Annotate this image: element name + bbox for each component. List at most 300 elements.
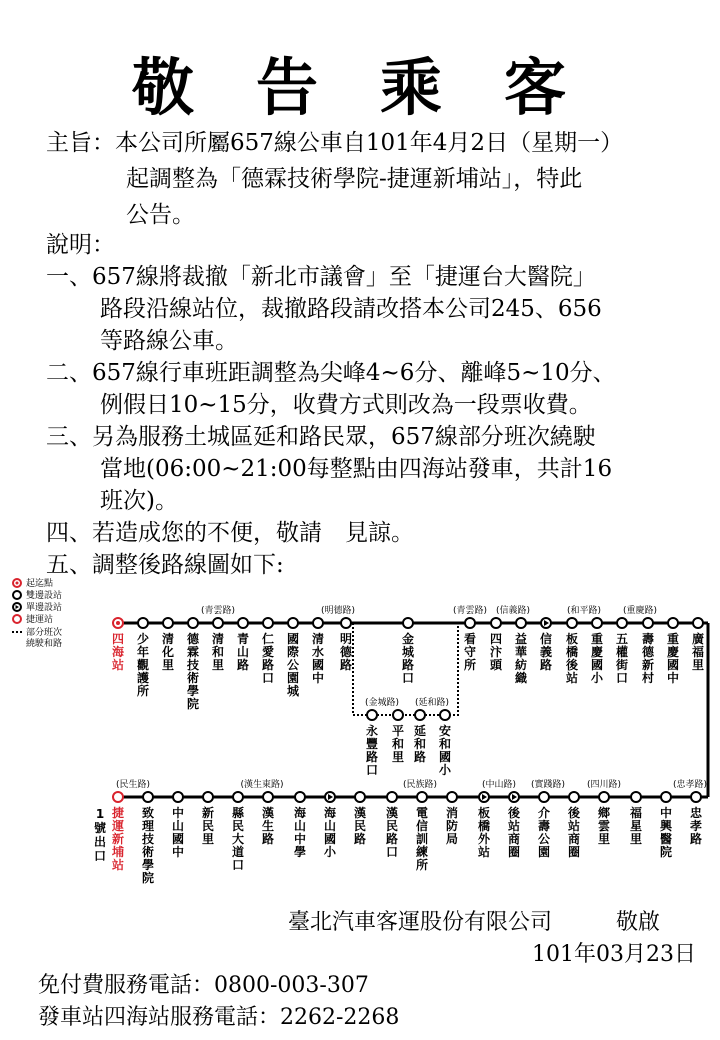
svg-text:豐: 豐 bbox=[365, 737, 379, 751]
stop-icon bbox=[163, 618, 173, 628]
road-label: (民族路) bbox=[402, 780, 438, 790]
road-label: (漢生東路) bbox=[240, 780, 284, 790]
bus-stop bbox=[287, 618, 300, 698]
notice-line: 路段沿線站位，裁撤路段請改搭本公司245、656 bbox=[100, 296, 602, 322]
svg-text:路: 路 bbox=[413, 750, 427, 764]
svg-text:中: 中 bbox=[171, 806, 185, 820]
svg-text:口: 口 bbox=[385, 845, 399, 859]
svg-text:權: 權 bbox=[615, 645, 629, 659]
road-label: (四川路) bbox=[586, 780, 622, 790]
stop-icon bbox=[263, 792, 273, 802]
bus-stop bbox=[312, 618, 324, 685]
svg-text:忠: 忠 bbox=[689, 806, 703, 820]
svg-text:站: 站 bbox=[507, 819, 521, 833]
svg-text:所: 所 bbox=[415, 858, 429, 872]
svg-text:守: 守 bbox=[463, 645, 477, 659]
stop-icon bbox=[567, 618, 577, 628]
route-map bbox=[0, 575, 720, 895]
svg-text:路: 路 bbox=[339, 658, 353, 672]
detour-stops bbox=[366, 710, 452, 777]
svg-text:重: 重 bbox=[666, 632, 680, 646]
bus-stop bbox=[340, 618, 353, 672]
svg-text:局: 局 bbox=[445, 832, 459, 846]
stop-icon bbox=[355, 792, 365, 802]
bus-stop bbox=[386, 792, 398, 859]
stop-icon bbox=[661, 792, 671, 802]
road-label: (民生路) bbox=[115, 780, 151, 790]
top-stops bbox=[112, 618, 705, 711]
date: 101年03月23日 bbox=[532, 942, 696, 967]
svg-text:技: 技 bbox=[141, 832, 155, 846]
bus-stop bbox=[186, 618, 200, 711]
notice-line: 二、657線行車班距調整為尖峰4~6分、離峰5~10分、 bbox=[46, 360, 616, 386]
stop-icon bbox=[238, 618, 248, 628]
notice-line: 公告。 bbox=[126, 202, 195, 228]
stop-icon bbox=[465, 618, 475, 628]
road-label: (青雲路) bbox=[452, 606, 488, 616]
svg-text:口: 口 bbox=[261, 671, 275, 685]
svg-text:福: 福 bbox=[629, 806, 643, 820]
stop-icon bbox=[143, 792, 153, 802]
svg-text:少: 少 bbox=[136, 632, 150, 646]
bus-stop bbox=[565, 618, 579, 685]
svg-text:術: 術 bbox=[186, 671, 200, 685]
stop-icon bbox=[415, 710, 425, 720]
bus-stop bbox=[615, 618, 628, 685]
stop-icon bbox=[387, 792, 397, 802]
svg-text:所: 所 bbox=[463, 658, 477, 672]
svg-text:電: 電 bbox=[415, 806, 429, 820]
svg-text:德: 德 bbox=[641, 645, 655, 659]
svg-text:國: 國 bbox=[286, 632, 300, 646]
stop-icon bbox=[233, 792, 243, 802]
bus-stop bbox=[366, 710, 378, 777]
notice-line: 班次)。 bbox=[100, 488, 178, 514]
svg-text:街: 街 bbox=[615, 658, 629, 672]
company-name: 臺北汽車客運股份有限公司 bbox=[288, 910, 553, 935]
svg-text:海: 海 bbox=[323, 806, 337, 820]
stop-icon bbox=[173, 792, 183, 802]
notice-line: 主旨：本公司所屬657線公車自101年4月2日（星期一） bbox=[46, 130, 624, 156]
svg-text:信: 信 bbox=[415, 819, 429, 833]
svg-text:院: 院 bbox=[659, 845, 673, 859]
svg-text:橋: 橋 bbox=[477, 819, 491, 833]
svg-text:汴: 汴 bbox=[489, 645, 503, 659]
svg-text:國: 國 bbox=[171, 832, 185, 846]
svg-text:壽: 壽 bbox=[641, 632, 655, 646]
svg-text:民: 民 bbox=[353, 819, 367, 833]
bus-stop bbox=[402, 618, 415, 685]
svg-text:商: 商 bbox=[567, 832, 581, 846]
svg-text:橋: 橋 bbox=[565, 645, 579, 659]
svg-text:口: 口 bbox=[231, 858, 245, 872]
stop-icon bbox=[138, 618, 148, 628]
svg-text:山: 山 bbox=[323, 819, 337, 833]
svg-text:紡: 紡 bbox=[514, 658, 528, 672]
notice-title: 敬告乘客 bbox=[131, 51, 628, 124]
svg-text:里: 里 bbox=[597, 832, 611, 846]
svg-text:路: 路 bbox=[236, 658, 250, 672]
svg-text:和: 和 bbox=[438, 737, 452, 751]
two-way-stop-icon bbox=[13, 591, 21, 599]
svg-text:中: 中 bbox=[311, 671, 325, 685]
svg-text:口: 口 bbox=[401, 671, 415, 685]
svg-text:里: 里 bbox=[201, 832, 215, 846]
svg-text:護: 護 bbox=[136, 671, 150, 685]
legend-text: 單邊設站 bbox=[26, 603, 63, 613]
notice-line: 例假日10~15分，收費方式則改為一段票收費。 bbox=[100, 392, 592, 418]
road-label: (和平路) bbox=[566, 606, 602, 616]
svg-text:安: 安 bbox=[438, 724, 452, 738]
bus-stop bbox=[478, 792, 491, 859]
stop-icon bbox=[643, 618, 653, 628]
svg-text:生: 生 bbox=[261, 819, 275, 833]
svg-text:平: 平 bbox=[391, 724, 405, 738]
notice-line: 三、另為服務土城區延和路民眾，657線部分班次繞駛 bbox=[46, 424, 596, 450]
svg-text:商: 商 bbox=[507, 832, 521, 846]
bus-stop bbox=[540, 618, 552, 672]
svg-text:公: 公 bbox=[537, 832, 551, 846]
svg-text:圈: 圈 bbox=[507, 845, 521, 859]
stop-icon bbox=[203, 792, 213, 802]
svg-text:化: 化 bbox=[161, 645, 175, 659]
svg-text:小: 小 bbox=[438, 763, 452, 777]
stop-icon bbox=[569, 792, 579, 802]
svg-text:學: 學 bbox=[141, 858, 155, 872]
bus-stop bbox=[414, 710, 426, 764]
stop-icon bbox=[631, 792, 641, 802]
svg-text:壽: 壽 bbox=[537, 819, 551, 833]
closing: 敬啟 bbox=[616, 910, 661, 935]
svg-text:防: 防 bbox=[445, 819, 459, 833]
svg-text:大: 大 bbox=[231, 832, 245, 846]
notice-line: 起調整為「德霖技術學院-捷運新埔站」，特此 bbox=[126, 166, 583, 192]
svg-text:外: 外 bbox=[477, 832, 491, 846]
exit-note bbox=[94, 807, 106, 863]
svg-text:和: 和 bbox=[211, 645, 225, 659]
svg-text:院: 院 bbox=[186, 697, 200, 711]
svg-text:金: 金 bbox=[401, 632, 415, 646]
notice-line: 當地(06:00~21:00每整點由四海站發車，共計16 bbox=[100, 456, 613, 482]
bottom-stops bbox=[111, 792, 703, 885]
svg-text:德: 德 bbox=[186, 632, 200, 646]
svg-text:漢: 漢 bbox=[261, 806, 275, 820]
stop-icon bbox=[691, 792, 701, 802]
road-label: (青雲路) bbox=[200, 606, 236, 616]
legend-text: 捷運站 bbox=[26, 615, 54, 625]
svg-text:路: 路 bbox=[385, 832, 399, 846]
svg-text:埔: 埔 bbox=[111, 845, 125, 859]
svg-text:國: 國 bbox=[311, 658, 325, 672]
svg-text:運: 運 bbox=[111, 819, 125, 833]
svg-text:漢: 漢 bbox=[385, 806, 399, 820]
svg-text:圈: 圈 bbox=[567, 845, 581, 859]
svg-text:中: 中 bbox=[293, 832, 307, 846]
stop-icon bbox=[403, 618, 413, 628]
svg-text:公: 公 bbox=[286, 658, 300, 672]
notice-line: 一、657線將裁撤「新北市議會」至「捷運台大醫院」 bbox=[46, 264, 596, 290]
stop-icon bbox=[491, 618, 501, 628]
svg-text:學: 學 bbox=[186, 684, 200, 698]
svg-text:四: 四 bbox=[489, 632, 503, 646]
svg-text:民: 民 bbox=[231, 819, 245, 833]
notice-line: 說明： bbox=[46, 232, 115, 258]
svg-text:國: 國 bbox=[590, 658, 604, 672]
svg-text:路: 路 bbox=[401, 658, 415, 672]
bus-stop bbox=[689, 792, 703, 846]
svg-text:里: 里 bbox=[211, 658, 225, 672]
legend-text: 起迄點 bbox=[26, 579, 54, 589]
bus-stop bbox=[112, 618, 125, 672]
svg-text:福: 福 bbox=[691, 645, 705, 659]
bus-stop bbox=[446, 792, 458, 846]
svg-text:和: 和 bbox=[413, 737, 427, 751]
svg-text:醫: 醫 bbox=[659, 832, 673, 846]
svg-text:華: 華 bbox=[514, 645, 528, 659]
svg-text:永: 永 bbox=[365, 724, 379, 738]
svg-text:慶: 慶 bbox=[590, 645, 604, 659]
stop-icon bbox=[693, 618, 703, 628]
bus-stop bbox=[137, 618, 149, 698]
svg-text:新: 新 bbox=[111, 832, 125, 846]
bus-stop bbox=[642, 618, 655, 685]
svg-text:五: 五 bbox=[615, 632, 629, 646]
bus-stop bbox=[667, 618, 679, 685]
stop-icon bbox=[539, 792, 549, 802]
bus-stop bbox=[490, 618, 503, 672]
svg-text:愛: 愛 bbox=[261, 645, 275, 659]
bus-stop bbox=[660, 792, 673, 859]
road-label: (金城路) bbox=[364, 698, 400, 708]
svg-text:漢: 漢 bbox=[353, 806, 367, 820]
bus-stop bbox=[354, 792, 366, 846]
svg-text:延: 延 bbox=[413, 724, 427, 738]
stop-icon bbox=[447, 792, 457, 802]
svg-text:園: 園 bbox=[286, 671, 300, 685]
notice-line: 四、若造成您的不便，敬請 見諒。 bbox=[46, 520, 414, 546]
bus-stop bbox=[262, 792, 274, 846]
svg-text:站: 站 bbox=[477, 845, 491, 859]
notice-line: 等路線公車。 bbox=[100, 328, 238, 354]
svg-text:縣: 縣 bbox=[231, 806, 245, 820]
svg-text:和: 和 bbox=[391, 737, 405, 751]
stop-icon bbox=[341, 618, 351, 628]
svg-text:中: 中 bbox=[659, 806, 673, 820]
svg-text:民: 民 bbox=[385, 819, 399, 833]
svg-text:觀: 觀 bbox=[136, 658, 150, 672]
svg-text:術: 術 bbox=[141, 845, 155, 859]
svg-text:站: 站 bbox=[565, 671, 579, 685]
bus-stop bbox=[111, 792, 124, 872]
map-legend bbox=[12, 577, 62, 649]
stop-icon bbox=[599, 792, 609, 802]
svg-text:青: 青 bbox=[236, 632, 250, 646]
svg-text:織: 織 bbox=[514, 671, 528, 685]
svg-text:德: 德 bbox=[339, 645, 353, 659]
svg-text:慶: 慶 bbox=[666, 645, 680, 659]
svg-text:站: 站 bbox=[111, 658, 125, 672]
bus-stop bbox=[691, 618, 705, 672]
svg-text:號: 號 bbox=[93, 821, 107, 835]
road-label: (實踐路) bbox=[530, 780, 566, 790]
stop-icon bbox=[288, 618, 298, 628]
svg-text:學: 學 bbox=[293, 845, 307, 859]
svg-text:清: 清 bbox=[311, 632, 325, 646]
svg-text:消: 消 bbox=[445, 806, 459, 820]
road-label: (明德路) bbox=[320, 606, 356, 616]
svg-text:口: 口 bbox=[615, 671, 629, 685]
stop-icon bbox=[313, 618, 323, 628]
svg-text:仁: 仁 bbox=[261, 632, 275, 646]
svg-text:清: 清 bbox=[161, 632, 175, 646]
bus-stop bbox=[598, 792, 611, 846]
svg-text:路: 路 bbox=[261, 658, 275, 672]
svg-text:理: 理 bbox=[141, 819, 155, 833]
bus-stop bbox=[567, 792, 581, 859]
stop-icon bbox=[113, 792, 123, 802]
road-label: (忠孝路) bbox=[672, 780, 708, 790]
bus-stop bbox=[161, 618, 174, 672]
svg-text:站: 站 bbox=[567, 819, 581, 833]
bus-stop bbox=[538, 792, 550, 859]
svg-text:訓: 訓 bbox=[415, 832, 429, 846]
bus-stop bbox=[232, 792, 245, 872]
svg-text:技: 技 bbox=[186, 658, 200, 672]
svg-text:際: 際 bbox=[286, 645, 300, 659]
svg-text:後: 後 bbox=[565, 658, 579, 672]
bus-stop bbox=[507, 792, 521, 859]
svg-text:山: 山 bbox=[171, 819, 185, 833]
legend-text: 繞駛和路 bbox=[26, 639, 63, 649]
stop-icon bbox=[263, 618, 273, 628]
svg-text:後: 後 bbox=[567, 806, 581, 820]
bus-stop bbox=[514, 618, 527, 685]
svg-text:義: 義 bbox=[539, 645, 553, 659]
svg-text:霖: 霖 bbox=[186, 645, 200, 659]
svg-text:路: 路 bbox=[365, 750, 379, 764]
bus-stop bbox=[141, 792, 155, 885]
stop-icon bbox=[516, 618, 526, 628]
svg-text:致: 致 bbox=[141, 806, 155, 820]
svg-text:城: 城 bbox=[401, 645, 415, 659]
svg-text:小: 小 bbox=[590, 671, 604, 685]
bus-stop bbox=[415, 792, 428, 872]
bus-stop bbox=[591, 618, 604, 685]
svg-text:介: 介 bbox=[537, 806, 551, 820]
svg-text:明: 明 bbox=[339, 632, 353, 646]
road-label: (中山路) bbox=[481, 780, 517, 790]
svg-text:後: 後 bbox=[507, 806, 521, 820]
svg-text:頭: 頭 bbox=[489, 658, 503, 672]
bus-stop bbox=[262, 618, 274, 685]
svg-text:國: 國 bbox=[666, 658, 680, 672]
stop-icon bbox=[213, 618, 223, 628]
svg-text:板: 板 bbox=[565, 632, 579, 646]
svg-text:海: 海 bbox=[293, 806, 307, 820]
svg-text:所: 所 bbox=[136, 684, 150, 698]
svg-text:捷: 捷 bbox=[111, 806, 125, 820]
svg-text:院: 院 bbox=[141, 871, 155, 885]
svg-text:星: 星 bbox=[629, 819, 643, 833]
svg-text:里: 里 bbox=[391, 750, 405, 764]
svg-text:雲: 雲 bbox=[597, 819, 611, 833]
road-label: (重慶路) bbox=[622, 606, 658, 616]
svg-text:出: 出 bbox=[93, 835, 107, 849]
svg-text:看: 看 bbox=[463, 632, 477, 646]
bus-stop bbox=[324, 792, 337, 859]
svg-text:路: 路 bbox=[539, 658, 553, 672]
svg-text:里: 里 bbox=[691, 658, 705, 672]
svg-text:口: 口 bbox=[93, 849, 107, 863]
svg-text:年: 年 bbox=[136, 645, 150, 659]
svg-text:村: 村 bbox=[641, 671, 655, 685]
bus-stop bbox=[172, 792, 184, 859]
bus-stop bbox=[464, 618, 476, 672]
svg-text:山: 山 bbox=[293, 819, 307, 833]
svg-text:孝: 孝 bbox=[689, 819, 703, 833]
bus-stop bbox=[212, 618, 224, 672]
svg-text:練: 練 bbox=[415, 845, 429, 859]
road-label: (信義路) bbox=[495, 606, 531, 616]
bus-stop bbox=[629, 792, 642, 846]
svg-text:清: 清 bbox=[211, 632, 225, 646]
stop-icon bbox=[295, 792, 305, 802]
stop-icon bbox=[393, 710, 403, 720]
bus-stop bbox=[293, 792, 307, 859]
svg-text:興: 興 bbox=[659, 819, 673, 833]
svg-text:山: 山 bbox=[236, 645, 250, 659]
svg-text:新: 新 bbox=[201, 806, 215, 820]
stop-icon bbox=[668, 618, 678, 628]
svg-text:中: 中 bbox=[666, 671, 680, 685]
svg-text:益: 益 bbox=[514, 632, 528, 646]
svg-text:里: 里 bbox=[161, 658, 175, 672]
svg-text:路: 路 bbox=[353, 832, 367, 846]
svg-text:四: 四 bbox=[111, 632, 125, 646]
svg-text:口: 口 bbox=[365, 763, 379, 777]
stop-icon bbox=[367, 710, 377, 720]
bus-stop bbox=[237, 618, 249, 672]
svg-text:國: 國 bbox=[323, 832, 337, 846]
svg-text:城: 城 bbox=[286, 684, 300, 698]
svg-text:信: 信 bbox=[539, 632, 553, 646]
svg-text:中: 中 bbox=[171, 845, 185, 859]
metro-station-icon bbox=[13, 615, 21, 623]
stop-icon bbox=[440, 710, 450, 720]
svg-text:鄉: 鄉 bbox=[597, 806, 611, 820]
svg-text:路: 路 bbox=[261, 832, 275, 846]
legend-text: 部分班次 bbox=[26, 628, 63, 638]
svg-text:重: 重 bbox=[590, 632, 604, 646]
bus-stop bbox=[202, 792, 214, 846]
road-label: (延和路) bbox=[414, 698, 450, 708]
hotline: 免付費服務電話：0800-003-307 bbox=[38, 973, 369, 998]
bus-stop bbox=[392, 710, 404, 764]
svg-text:海: 海 bbox=[111, 645, 125, 659]
svg-text:板: 板 bbox=[477, 806, 491, 820]
svg-text:里: 里 bbox=[629, 832, 643, 846]
svg-text:1: 1 bbox=[95, 807, 105, 821]
svg-text:園: 園 bbox=[537, 845, 551, 859]
svg-text:水: 水 bbox=[311, 645, 325, 659]
svg-text:站: 站 bbox=[111, 858, 125, 872]
legend-text: 雙邊設站 bbox=[26, 591, 63, 601]
svg-text:道: 道 bbox=[231, 845, 245, 859]
svg-text:小: 小 bbox=[323, 845, 337, 859]
notice-line: 五、調整後路線圖如下: bbox=[46, 552, 284, 578]
stop-icon bbox=[417, 792, 427, 802]
svg-text:民: 民 bbox=[201, 819, 215, 833]
